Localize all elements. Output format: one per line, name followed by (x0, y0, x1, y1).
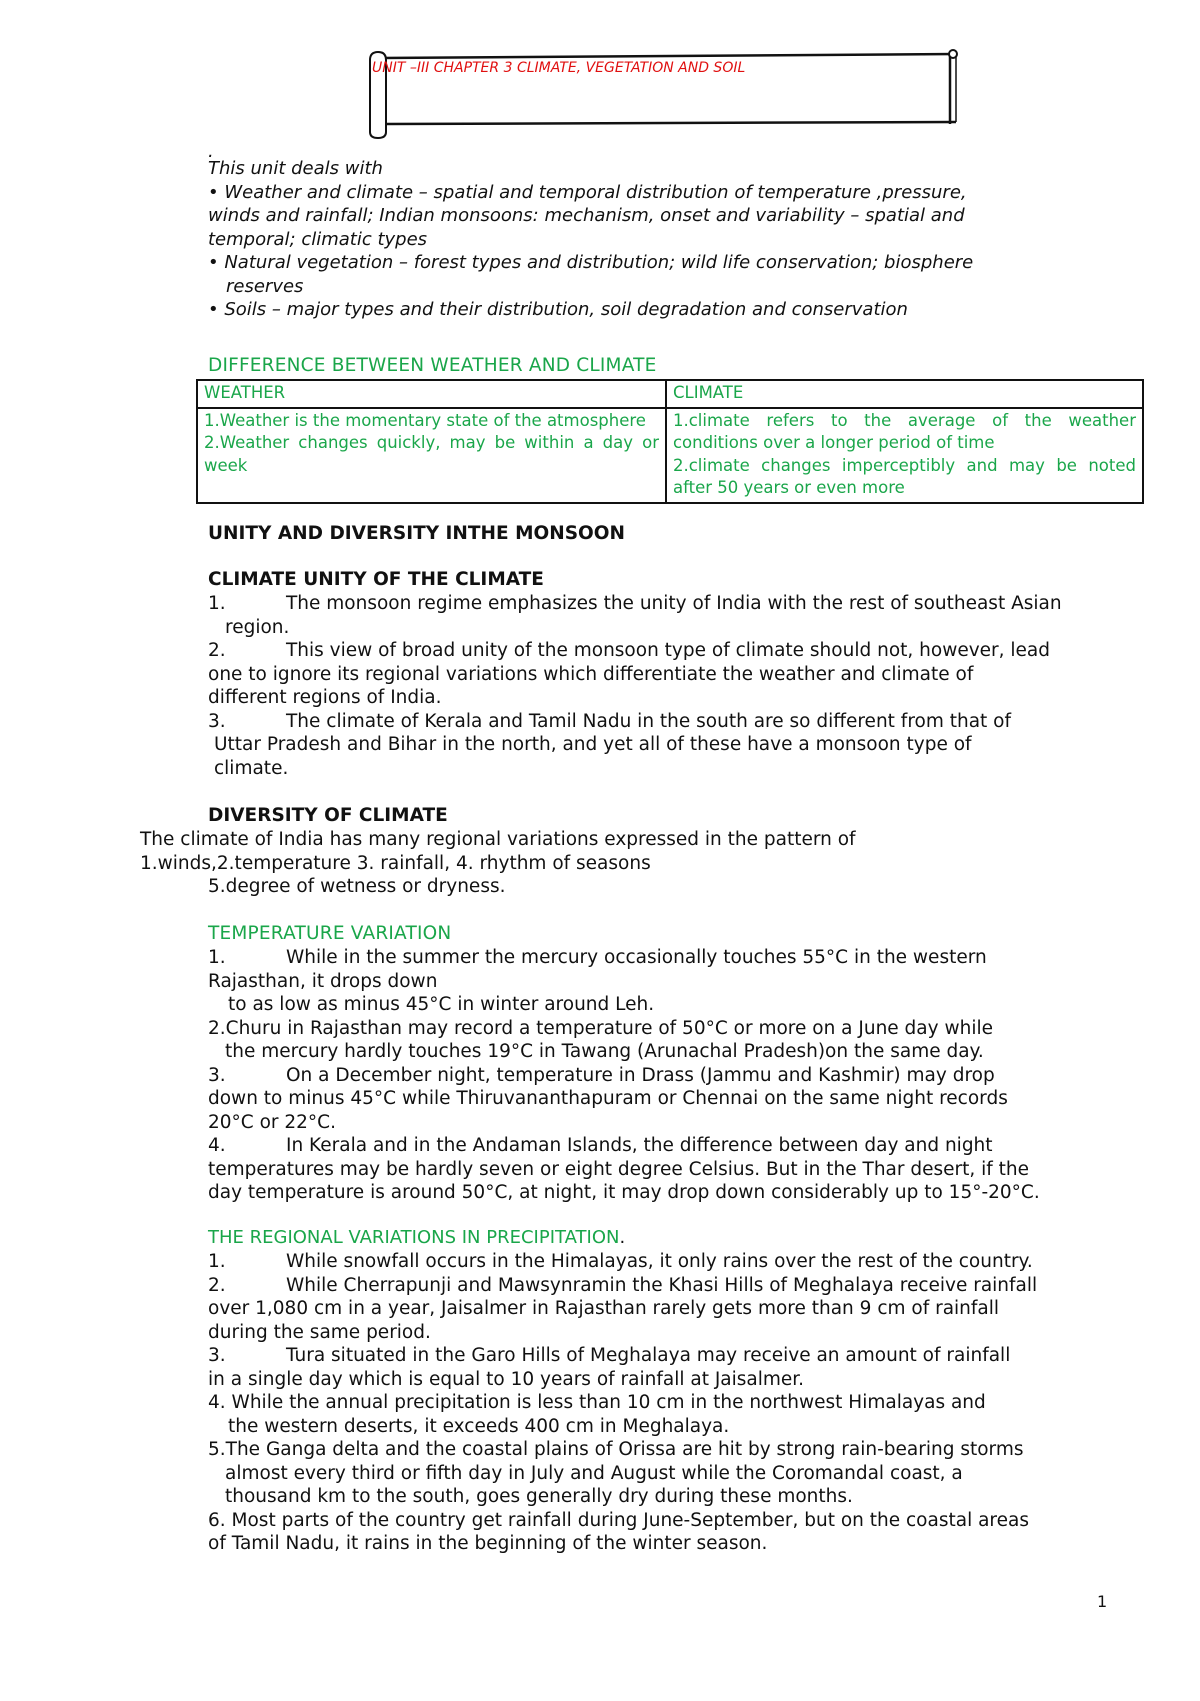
list-item-cont: in a single day which is equal to 10 years of rainfall at Jaisalmer. (208, 1368, 805, 1390)
page-number: 1 (1097, 1592, 1108, 1611)
climate-point-1: 1.climate refers to the average of the weather conditions over a longer period of time (672, 410, 1136, 452)
list-item-cont: almost every third or fifth day in July and August while the Coromandal coast, a (225, 1462, 963, 1484)
list-item: 6. Most parts of the country get rainfall during June-September, but on the coastal areas (208, 1509, 1029, 1531)
table-header-climate: CLIMATE (666, 380, 1143, 408)
intro-section (208, 141, 1108, 322)
climate-cell (666, 408, 1143, 503)
weather-point-1: 1.Weather is the momentary state of the atmosphere (204, 410, 646, 430)
list-item-cont: the western deserts, it exceeds 400 cm in Meghalaya. (228, 1415, 730, 1437)
list-item: 2.Churu in Rajasthan may record a temperature of 50°C or more on a June day while (208, 1017, 993, 1039)
temperature-heading: TEMPERATURE VARIATION (208, 923, 452, 944)
diversity-heading: DIVERSITY OF CLIMATE (208, 805, 448, 826)
diversity-text (140, 828, 1140, 899)
precipitation-list (208, 1250, 1136, 1556)
intro-bullet-2-line-1: • Natural vegetation – forest types and distribution; wild life conservation; biosphere (208, 252, 974, 273)
weather-climate-table (196, 379, 1144, 504)
list-item-cont: the mercury hardly touches 19°C in Tawang (Arunachal Pradesh)on the same day. (225, 1041, 984, 1062)
list-item: 1. While in the summer the mercury occasionally touches 55°C in the western (208, 947, 987, 968)
list-item: 3. The climate of Kerala and Tamil Nadu in the south are so different from that of (208, 710, 1012, 732)
list-item-cont: thousand km to the south, goes generally dry during these months. (225, 1486, 853, 1507)
list-item-cont: over 1,080 cm in a year, Jaisalmer in Rajasthan rarely gets more than 9 cm of rainfall (208, 1298, 1000, 1319)
list-item-cont: different regions of India. (208, 687, 442, 708)
list-item-cont: region. (225, 616, 290, 638)
list-item-cont: Uttar Pradesh and Bihar in the north, and yet all of these have a monsoon type of (214, 734, 972, 755)
precipitation-heading: THE REGIONAL VARIATIONS IN PRECIPITATION. (208, 1227, 626, 1248)
list-item: 3. Tura situated in the Garo Hills of Meghalaya may receive an amount of rainfall (208, 1345, 1011, 1366)
climate-point-2: 2.climate changes imperceptibly and may be noted after 50 years or even more (672, 455, 1136, 497)
list-item-cont: down to minus 45°C while Thiruvananthapuram or Chennai on the same night records (208, 1088, 1008, 1109)
list-item: 4. While the annual precipitation is less than 10 cm in the northwest Himalayas and (208, 1392, 986, 1413)
weather-point-2: 2.Weather changes quickly, may be within a day or week (204, 433, 659, 475)
list-item: 4. In Kerala and in the Andaman Islands, the difference between day and night (208, 1135, 993, 1156)
list-item-cont: during the same period. (208, 1321, 431, 1343)
list-item: 2. This view of broad unity of the monsoon type of climate should not, however, lead (208, 640, 1051, 661)
list-item: 5.The Ganga delta and the coastal plains of Orissa are hit by strong rain-bearing storms (208, 1439, 1024, 1460)
intro-bullet-3: • Soils – major types and their distribution, soil degradation and conservation (208, 299, 908, 320)
list-item: 2. While Cherrapunji and Mawsynramin the Khasi Hills of Meghalaya receive rainfall (208, 1274, 1038, 1296)
unity-list (208, 592, 1136, 780)
intro-lead: This unit deals with (208, 158, 383, 179)
list-item-cont: to as low as minus 45°C in winter around Leh. (228, 994, 655, 1015)
intro-bullet-2-line-2: reserves (226, 275, 304, 297)
climate-unity-heading: CLIMATE UNITY OF THE CLIMATE (208, 569, 544, 590)
list-item-cont: Rajasthan, it drops down (208, 970, 438, 992)
list-item-cont: day temperature is around 50°C, at night, it may drop down considerably up to 15°-20°C. (208, 1182, 1040, 1203)
temperature-list (208, 946, 1136, 1205)
intro-bullet-1-line-1: • Weather and climate – spatial and temporal distribution of temperature ,pressure, (208, 181, 967, 203)
weather-cell (197, 408, 666, 503)
diversity-line-1: The climate of India has many regional variations expressed in the pattern of (140, 829, 856, 850)
list-item-cont: climate. (214, 757, 289, 779)
table-header-weather: WEATHER (197, 380, 666, 408)
chapter-title: UNIT –III CHAPTER 3 CLIMATE, VEGETATION AND SOIL (372, 60, 746, 76)
list-item-cont: temperatures may be hardly seven or eight degree Celsius. But in the Thar desert, if the (208, 1158, 1030, 1180)
difference-heading: DIFFERENCE BETWEEN WEATHER AND CLIMATE (208, 355, 657, 376)
diversity-line-2: 1.winds,2.temperature 3. rainfall, 4. rhythm of seasons (140, 852, 651, 874)
list-item-cont: one to ignore its regional variations which differentiate the weather and climate of (208, 663, 974, 685)
list-item: 1. While snowfall occurs in the Himalayas, it only rains over the rest of the country. (208, 1251, 1033, 1272)
list-item: 3. On a December night, temperature in Drass (Jammu and Kashmir) may drop (208, 1064, 995, 1086)
intro-dot: . (208, 141, 214, 162)
diversity-line-3: 5.degree of wetness or dryness. (208, 876, 506, 897)
list-item-cont: of Tamil Nadu, it rains in the beginning of the winter season. (208, 1533, 768, 1554)
table-row (197, 408, 1143, 503)
intro-bullet-1-line-2: winds and rainfall; Indian monsoons: mechanism, onset and variability – spatial and (208, 205, 965, 226)
list-item-cont: 20°C or 22°C. (208, 1111, 336, 1133)
unity-diversity-heading: UNITY AND DIVERSITY INTHE MONSOON (208, 523, 625, 544)
list-item: 1. The monsoon regime emphasizes the unity of India with the rest of southeast Asian (208, 593, 1062, 614)
intro-bullet-1-line-3: temporal; climatic types (208, 228, 428, 250)
